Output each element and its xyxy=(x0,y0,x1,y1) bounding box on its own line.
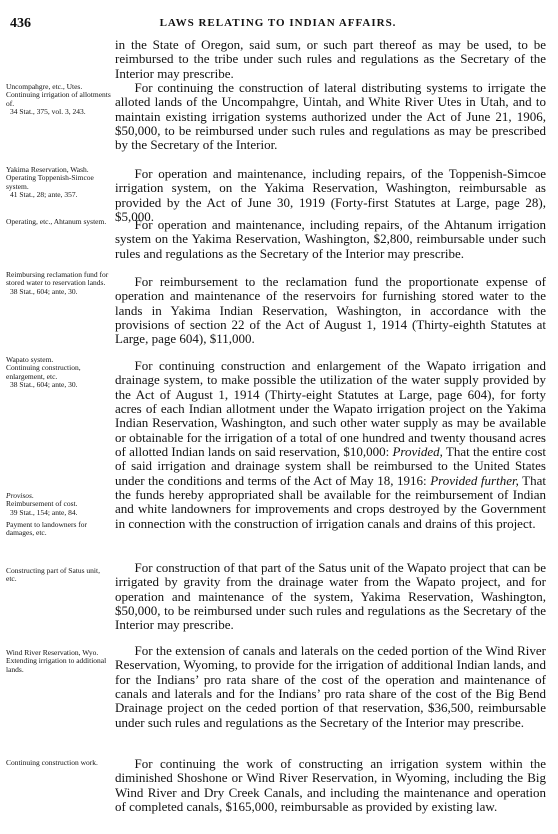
sidenote-sub: Continuing construction, enlargement, etc. xyxy=(6,363,81,381)
paragraph-ahtanum: For operation and maintenance, including repairs, of the Ahtanum irrigation system on the Yakima Reservation, Washington, $2,800, reimbursable under such rules and regulations as the Secretary of the Interior may prescribe. xyxy=(115,217,546,261)
sidenote-provisos xyxy=(6,492,111,517)
wapato-text-b: That the entire cost of said irrigation and drainage system shall be reimbursed to the United States under the conditions and terms of the Act of May 18, 1916: xyxy=(115,444,546,488)
sidenote-title: Payment to landowners for damages, etc. xyxy=(6,520,88,538)
sidenote-title: Constructing part of Satus unit, etc. xyxy=(6,566,100,584)
sidenote-title: Reimbursing reclamation fund for stored water to reservation lands. xyxy=(6,270,109,288)
sidenote-title: Operating, etc., Ahtanum system. xyxy=(6,217,107,226)
sidenote-payment xyxy=(6,521,111,538)
proviso-label: Provided, xyxy=(392,444,443,460)
sidenote-title: Continuing construction work. xyxy=(6,758,98,767)
sidenote-uncompahgre xyxy=(6,83,111,117)
sidenote-title: Wind River Reservation, Wyo. xyxy=(6,648,99,657)
sidenote-citation: 34 Stat., 375, vol. 3, 243. xyxy=(10,107,86,117)
page-header xyxy=(10,16,546,34)
paragraph-continuing: For continuing the work of constructing an irrigation system within the diminished Shoshone or Wind River Reservation, in Wyoming, including the Big Wind River and Dry Creek Canals, and including the maintenance and operation of completed canals, $165,000, reimbursable as provided by existing law. xyxy=(115,756,546,815)
paragraph-wind-river: For the extension of canals and laterals on the ceded portion of the Wind River Reservation, Wyoming, to provide for the irrigation of additional Indian lands, and for the Indians’ pro rata share of the cost of the operation and maintenance of canals and laterals and for the Indians’ pro rata share of the cost of the Big Bend Drainage project on the ceded portion of that reservation, $36,500, reimbursable under such rules and regulations as the Secretary of the Interior may prescribe. xyxy=(115,643,546,730)
paragraph-reclamation: For reimbursement to the reclamation fund the proportionate expense of operation and maintenance of the reservoirs for furnishing stored water to the lands in Yakima Indian Reservation, Washington, in accordance with the provisions of section 22 of the Act of August 1, 1914 (Thirty-eighth Statutes at Large, page 604), $11,000. xyxy=(115,274,546,347)
paragraph-satus: For construction of that part of the Satus unit of the Wapato project that can be irrigated by gravity from the drainage water from the Wapato project, and for operation and maintenance of the system, Yakima Reservation, Washington, $50,000, to be reimbursed under such rules and regulations as the Secretary of the Interior may prescribe. xyxy=(115,560,546,633)
sidenote-citation: 41 Stat., 28; ante, 357. xyxy=(10,190,78,200)
sidenote-satus xyxy=(6,567,111,584)
sidenote-citation: 38 Stat., 604; ante, 30. xyxy=(10,380,78,390)
sidenote-title: Uncompahgre, etc., Utes. xyxy=(6,82,83,91)
sidenote-reclamation xyxy=(6,271,111,296)
wapato-text-a: For continuing construction and enlargement of the Wapato irrigation and drainage system, to make possible the utilization of the water supply provided by the Act of August 1, 1914 (Thirty-eight Statutes at Large, page 604), for forty acres of each Indian allotment under the Wapato irrigation project on the Yakima Indian Reservation, Washington, and such other water supply as may be available or obtainable for the irrigation of a total of one hundred and twenty thousand acres of allotted Indian lands on said reservation, $10,000: xyxy=(115,358,546,460)
sidenote-sub: Operating Toppenish-Simcoe system. xyxy=(6,173,94,191)
sidenote-windriver xyxy=(6,649,111,674)
page-number: 436 xyxy=(10,16,31,31)
running-head: LAWS RELATING TO INDIAN AFFAIRS. xyxy=(159,17,397,29)
sidenote-continuing xyxy=(6,759,111,767)
paragraph-wapato xyxy=(115,359,546,531)
wapato-text-c: That the funds hereby appropriated shall be available for the reimbursement of Indian and white landowners for improvements and crops destroyed by the Government in connection with the construction of irrigation canals and drains of this project. xyxy=(115,472,546,531)
sidenote-sub: Continuing irrigation of allotments of. xyxy=(6,90,111,108)
sidenote-sub: Reimbursement of cost. xyxy=(6,499,78,509)
sidenote-wapato xyxy=(6,356,111,390)
sidenote-yakima xyxy=(6,166,111,200)
proviso-further-label: Provided further, xyxy=(430,472,519,488)
sidenote-title: Wapato system. xyxy=(6,355,54,364)
sidenote-title: Provisos. xyxy=(6,491,34,500)
sidenote-citation: 39 Stat., 154; ante, 84. xyxy=(10,507,78,517)
paragraph-oregon: in the State of Oregon, said sum, or such part thereof as may be used, to be reimbursed to the tribe under such rules and regulations as the Secretary of the Interior may prescribe. xyxy=(115,37,546,81)
paragraph-toppenish: For operation and maintenance, including repairs, of the Toppenish-Simcoe irrigation system, on the Yakima Reservation, Washington, reimbursable as provided by the Act of June 30, 1919 (Forty-first Statutes at Large, page 28), $5,000. xyxy=(115,166,546,225)
paragraph-uncompahgre: For continuing the construction of lateral distributing systems to irrigate the alloted lands of the Uncompahgre, Uintah, and White River Utes in Utah, and to maintain existing irrigation systems authorized under the Act of June 21, 1906, $50,000, to be reimbursed under such rules and regulations as may be prescribed by the Secretary of the Interior. xyxy=(115,80,546,153)
sidenote-title: Yakima Reservation, Wash. xyxy=(6,165,89,174)
sidenote-ahtanum xyxy=(6,218,111,226)
sidenote-sub: Extending irrigation to additional lands. xyxy=(6,656,107,674)
sidenote-citation: 38 Stat., 604; ante, 30. xyxy=(10,286,78,296)
